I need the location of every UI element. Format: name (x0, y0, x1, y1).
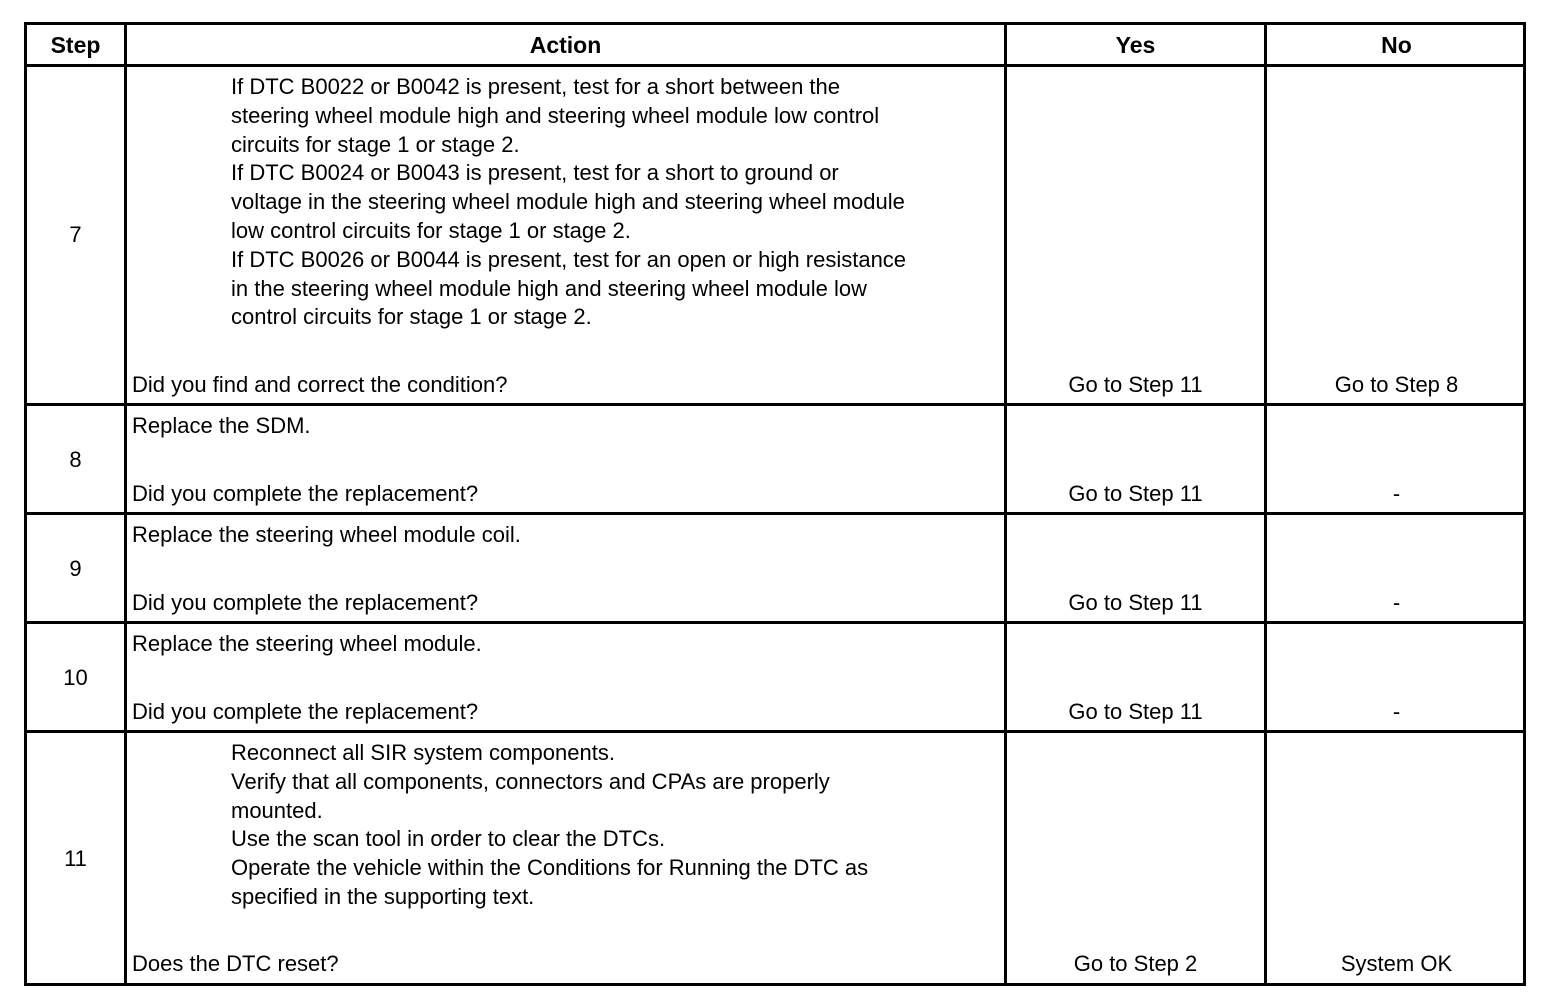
question: Did you complete the replacement? (132, 590, 479, 615)
step-number: 11 (64, 846, 87, 871)
action-cell (127, 733, 1004, 983)
question: Did you complete the replacement? (132, 699, 479, 724)
yes-outcome: Go to Step 2 (1073, 951, 1198, 976)
instruction-line: If DTC B0024 or B0043 is present, test for a short to ground or (231, 160, 839, 186)
instruction: Replace the steering wheel module coil. (132, 522, 521, 547)
no-outcome: - (1392, 590, 1401, 615)
instruction-line: mounted. (231, 797, 323, 823)
question: Does the DTC reset? (132, 951, 339, 976)
yes-outcome: Go to Step 11 (1068, 590, 1203, 615)
header-action: Action (529, 32, 602, 58)
instruction-line: steering wheel module high and steering wheel module low control (231, 102, 880, 128)
step-number: 8 (69, 447, 82, 472)
step-number: 9 (69, 556, 82, 581)
step-number: 7 (69, 222, 82, 247)
instruction-line: Operate the vehicle within the Conditions for Running the DTC as (231, 855, 869, 881)
header-step: Step (50, 32, 101, 58)
yes-outcome: Go to Step 11 (1068, 699, 1203, 724)
action-cell (127, 67, 1004, 403)
step-number: 10 (63, 665, 88, 690)
diagnostic-table (24, 22, 1526, 986)
instruction: Replace the steering wheel module. (132, 631, 482, 656)
instruction-line: voltage in the steering wheel module high and steering wheel module (231, 189, 905, 215)
question: Did you complete the replacement? (132, 481, 479, 506)
action-instructions (231, 739, 868, 912)
instruction-line: low control circuits for stage 1 or stage 2. (231, 217, 631, 243)
row-divider (27, 512, 1523, 515)
instruction-line: Reconnect all SIR system components. (231, 740, 615, 765)
instruction-line: Use the scan tool in order to clear the DTCs. (231, 826, 666, 852)
instruction-line: circuits for stage 1 or stage 2. (231, 131, 520, 157)
no-outcome: - (1392, 481, 1401, 506)
action-instructions (231, 73, 906, 332)
row-divider (27, 403, 1523, 406)
yes-outcome: Go to Step 11 (1068, 372, 1203, 397)
header-no: No (1381, 32, 1412, 58)
instruction-line: control circuits for stage 1 or stage 2. (231, 304, 592, 330)
yes-outcome: Go to Step 11 (1068, 481, 1203, 506)
instruction: Replace the SDM. (132, 413, 311, 438)
no-outcome: Go to Step 8 (1334, 372, 1459, 397)
header-yes: Yes (1115, 32, 1156, 58)
instruction-line: specified in the supporting text. (231, 883, 535, 909)
no-outcome: System OK (1340, 951, 1453, 976)
row-divider (27, 621, 1523, 624)
instruction-line: If DTC B0022 or B0042 is present, test for a short between the (231, 74, 840, 99)
instruction-line: in the steering wheel module high and steering wheel module low (231, 275, 867, 301)
instruction-line: If DTC B0026 or B0044 is present, test for an open or high resistance (231, 246, 907, 272)
question: Did you find and correct the condition? (132, 372, 508, 397)
no-outcome: - (1392, 699, 1401, 724)
instruction-line: Verify that all components, connectors and CPAs are properly (231, 768, 830, 794)
